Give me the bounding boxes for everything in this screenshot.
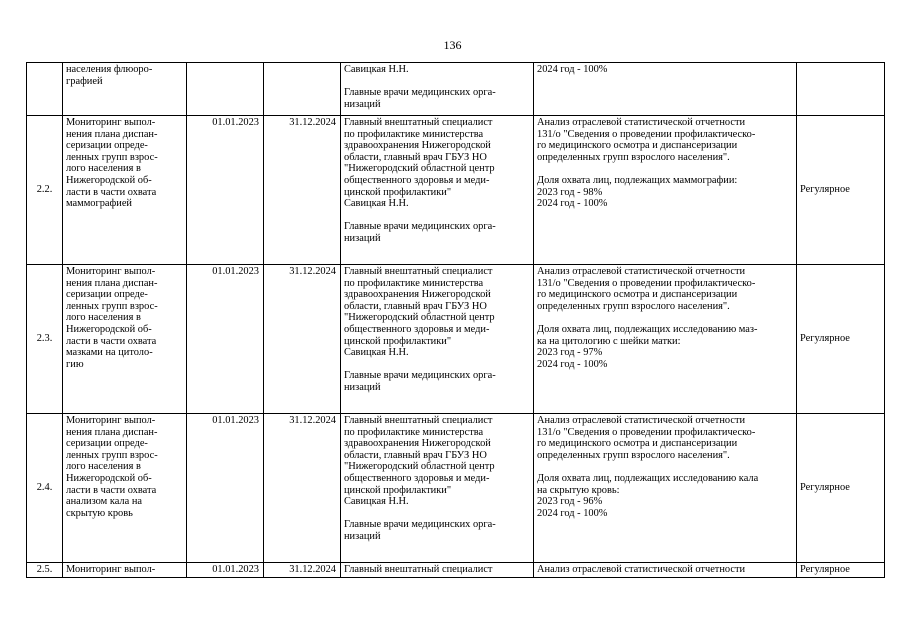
spacer (344, 508, 530, 520)
indicator-line: определенных групп взрослого населения". (537, 300, 730, 312)
measure-name-line: ласти в части охвата (66, 335, 157, 347)
end-date: 31.12.2024 (264, 116, 341, 265)
indicator-line: 2024 год - 100% (537, 64, 608, 75)
indicator-cell (534, 63, 797, 116)
start-date: 01.01.2023 (187, 116, 264, 265)
end-date (264, 63, 341, 116)
measure-name-line: графией (66, 75, 103, 87)
measure-name-line: нения плана диспан- (66, 426, 158, 438)
responsible-cell (341, 563, 534, 578)
indicator-line: определенных групп взрослого населения". (537, 449, 730, 461)
responsible-line: по профилактике министерства (344, 128, 484, 140)
measure-name-line: гию (66, 358, 84, 370)
measure-name-line: ленных групп взрос- (66, 151, 158, 163)
frequency-cell (797, 63, 885, 116)
indicator-line: 2024 год - 100% (537, 198, 608, 210)
table-row (27, 116, 885, 265)
measures-table (26, 62, 885, 578)
responsible-line: общественного здоровья и меди- (344, 323, 490, 335)
measure-name-line: серизации опреде- (66, 289, 148, 301)
indicator-line: го медицинского осмотра и диспансеризации (537, 140, 738, 152)
measure-name-line: лого населения в (66, 163, 141, 175)
indicator-cell (534, 116, 797, 265)
measure-name-line: маммографией (66, 198, 132, 210)
frequency-cell: Регулярное (797, 116, 885, 265)
responsible-line: области, главный врач ГБУЗ НО (344, 449, 487, 461)
indicator-line: Доля охвата лиц, подлежащих маммографии: (537, 174, 738, 186)
spacer (537, 461, 793, 473)
responsible-line: "Нижегородский областной центр (344, 461, 495, 473)
table-row (27, 63, 885, 116)
responsible-line: Савицкая Н.Н. (344, 347, 409, 359)
measure-name-cell (63, 414, 187, 563)
measure-name-line: Мониторинг выпол- (66, 564, 156, 575)
responsible-line: здравоохранения Нижегородской (344, 289, 491, 301)
responsible-line: Главный внештатный специалист (344, 266, 493, 277)
measure-name-line: населения флюоро- (66, 64, 153, 75)
measure-name-cell (63, 116, 187, 265)
responsible-line: низаций (344, 98, 381, 110)
measure-name-line: ленных групп взрос- (66, 300, 158, 312)
responsible-line: Главные врачи медицинских орга- (344, 370, 496, 382)
measure-name-line: Нижегородской об- (66, 323, 152, 335)
measure-name-line: серизации опреде- (66, 140, 148, 152)
spacer (344, 76, 530, 88)
indicator-line: 131/о "Сведения о проведении профилактическо- (537, 128, 756, 140)
end-date: 31.12.2024 (264, 265, 341, 414)
spacer (344, 359, 530, 371)
spacer (537, 163, 793, 175)
measure-name-line: лого населения в (66, 461, 141, 473)
responsible-line: Главный внештатный специалист (344, 564, 493, 575)
measure-name-cell (63, 63, 187, 116)
responsible-cell (341, 116, 534, 265)
responsible-line: здравоохранения Нижегородской (344, 438, 491, 450)
responsible-line: общественного здоровья и меди- (344, 472, 490, 484)
responsible-cell (341, 63, 534, 116)
measure-name-line: Нижегородской об- (66, 472, 152, 484)
start-date (187, 63, 264, 116)
measure-name-cell (63, 265, 187, 414)
item-number: 2.4. (27, 414, 63, 563)
table-row (27, 414, 885, 563)
responsible-line: по профилактике министерства (344, 426, 484, 438)
start-date: 01.01.2023 (187, 414, 264, 563)
end-date: 31.12.2024 (264, 563, 341, 578)
responsible-line: Савицкая Н.Н. (344, 64, 409, 75)
table-row (27, 563, 885, 578)
measure-name-line: нения плана диспан- (66, 128, 158, 140)
responsible-line: Главные врачи медицинских орга- (344, 87, 496, 99)
measure-name-line: ленных групп взрос- (66, 449, 158, 461)
item-number: 2.5. (27, 563, 63, 578)
indicator-line: 131/о "Сведения о проведении профилактическо- (537, 277, 756, 289)
indicator-line: 2023 год - 96% (537, 496, 603, 508)
indicator-cell (534, 563, 797, 578)
measure-name-line: Мониторинг выпол- (66, 415, 156, 426)
indicator-cell (534, 265, 797, 414)
indicator-line: 2024 год - 100% (537, 507, 608, 519)
measure-name-line: Мониторинг выпол- (66, 266, 156, 277)
page-number: 136 (443, 38, 462, 52)
responsible-line: Савицкая Н.Н. (344, 198, 409, 210)
table-row (27, 265, 885, 414)
measure-name-line: мазками на цитоло- (66, 347, 153, 359)
measure-name-line: ласти в части охвата (66, 186, 157, 198)
table-body (27, 63, 885, 578)
spacer (537, 312, 793, 324)
measure-name-cell (63, 563, 187, 578)
indicator-line: Анализ отраслевой статистической отчетности (537, 564, 746, 575)
indicator-line: 131/о "Сведения о проведении профилактическо- (537, 426, 756, 438)
responsible-line: по профилактике министерства (344, 277, 484, 289)
responsible-line: цинской профилактики" (344, 484, 452, 496)
responsible-cell (341, 414, 534, 563)
responsible-line: низаций (344, 232, 381, 244)
frequency-cell: Регулярное (797, 414, 885, 563)
responsible-cell (341, 265, 534, 414)
responsible-line: низаций (344, 530, 381, 542)
measure-name-line: Нижегородской об- (66, 174, 152, 186)
indicator-line: Анализ отраслевой статистической отчетности (537, 415, 746, 426)
indicator-line: 2023 год - 98% (537, 186, 603, 198)
responsible-line: области, главный врач ГБУЗ НО (344, 300, 487, 312)
frequency-cell: Регулярное (797, 265, 885, 414)
responsible-line: "Нижегородский областной центр (344, 312, 495, 324)
indicator-line: на скрытую кровь: (537, 484, 620, 496)
indicator-line: Доля охвата лиц, подлежащих исследованию маз- (537, 323, 758, 335)
responsible-line: Савицкая Н.Н. (344, 496, 409, 508)
responsible-line: цинской профилактики" (344, 335, 452, 347)
indicator-line: го медицинского осмотра и диспансеризации (537, 438, 738, 450)
measure-name-line: нения плана диспан- (66, 277, 158, 289)
responsible-line: здравоохранения Нижегородской (344, 140, 491, 152)
measure-name-line: Мониторинг выпол- (66, 117, 156, 128)
responsible-line: Главные врачи медицинских орга- (344, 221, 496, 233)
indicator-line: определенных групп взрослого населения". (537, 151, 730, 163)
indicator-line: го медицинского осмотра и диспансеризации (537, 289, 738, 301)
indicator-line: Анализ отраслевой статистической отчетности (537, 266, 746, 277)
indicator-line: 2024 год - 100% (537, 358, 608, 370)
start-date: 01.01.2023 (187, 563, 264, 578)
item-number: 2.3. (27, 265, 63, 414)
start-date: 01.01.2023 (187, 265, 264, 414)
measure-name-line: серизации опреде- (66, 438, 148, 450)
measure-name-line: анализом кала на (66, 496, 142, 508)
measure-name-line: ласти в части охвата (66, 484, 157, 496)
indicator-line: 2023 год - 97% (537, 347, 603, 359)
responsible-line: области, главный врач ГБУЗ НО (344, 151, 487, 163)
item-number (27, 63, 63, 116)
responsible-line: Главные врачи медицинских орга- (344, 519, 496, 531)
frequency-cell: Регулярное (797, 563, 885, 578)
spacer (344, 210, 530, 222)
responsible-line: "Нижегородский областной центр (344, 163, 495, 175)
indicator-cell (534, 414, 797, 563)
responsible-line: низаций (344, 381, 381, 393)
measure-name-line: скрытую кровь (66, 507, 133, 519)
responsible-line: цинской профилактики" (344, 186, 452, 198)
item-number: 2.2. (27, 116, 63, 265)
responsible-line: Главный внештатный специалист (344, 117, 493, 128)
indicator-line: ка на цитологию с шейки матки: (537, 335, 681, 347)
indicator-line: Доля охвата лиц, подлежащих исследованию кала (537, 472, 759, 484)
end-date: 31.12.2024 (264, 414, 341, 563)
indicator-line: Анализ отраслевой статистической отчетности (537, 117, 746, 128)
measure-name-line: лого населения в (66, 312, 141, 324)
responsible-line: общественного здоровья и меди- (344, 174, 490, 186)
responsible-line: Главный внештатный специалист (344, 415, 493, 426)
